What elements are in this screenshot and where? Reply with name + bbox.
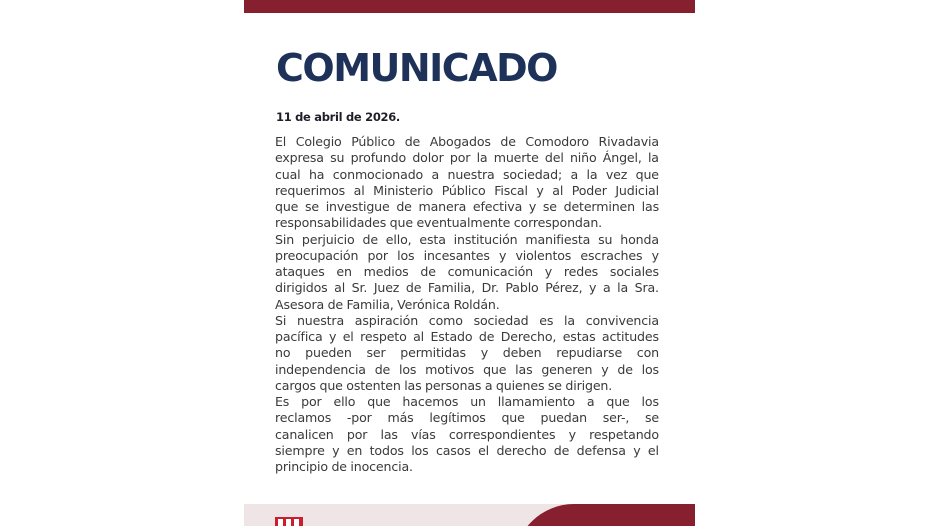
body-line: Es por ello que hacemos un llamamiento a que los	[275, 394, 659, 409]
communique-body	[275, 134, 659, 475]
body-line: que se investigue de manera efectiva y se determinen las	[275, 199, 659, 214]
body-line: pacífica y el respeto al Estado de Derecho, estas actitudes	[275, 329, 659, 344]
body-line: cargos que ostenten las personas a quienes se dirigen.	[275, 377, 613, 393]
body-line: expresa su profundo dolor por la muerte del niño Ángel, la	[275, 150, 659, 166]
body-line: siempre y en todos los casos el derecho de defensa y el	[275, 442, 659, 458]
body-line: requerimos al Ministerio Público Fiscal y al Poder Judicial	[275, 182, 659, 198]
body-line: Sin perjuicio de ello, esta institución manifiesta su honda	[275, 231, 659, 247]
header-band	[244, 0, 695, 13]
body-line: responsabilidades que eventualmente correspondan.	[275, 215, 603, 231]
communique-date: 11 de abril de 2026.	[276, 110, 401, 124]
body-line: principio de inocencia.	[275, 459, 413, 474]
page-title: COMUNICADO	[276, 46, 557, 90]
body-line: preocupación por los incesantes y violentos escraches y	[275, 247, 659, 263]
body-line: no pueden ser permitidas y deben repudiarse con	[275, 345, 659, 361]
institution-logo-icon	[275, 517, 303, 526]
footer-swoosh	[514, 504, 695, 526]
body-line: ataques en medios de comunicación y redes sociales	[275, 264, 659, 279]
body-line: Si nuestra aspiración como sociedad es la convivencia	[275, 312, 659, 328]
communique-page	[244, 0, 695, 526]
body-line: reclamos -por más legítimos que puedan ser-, se	[275, 410, 659, 426]
body-line: El Colegio Público de Abogados de Comodoro Rivadavia	[275, 134, 659, 149]
body-line: Asesora de Familia, Verónica Roldán.	[275, 296, 500, 312]
body-line: dirigidos al Sr. Juez de Familia, Dr. Pablo Pérez, y a la Sra.	[275, 280, 659, 296]
body-line: cual ha conmocionado a nuestra sociedad; a la vez que	[275, 166, 659, 182]
body-line: independencia de los motivos que las generen y de los	[275, 361, 659, 377]
body-line: canalicen por las vías correspondientes y respetando	[275, 426, 659, 442]
